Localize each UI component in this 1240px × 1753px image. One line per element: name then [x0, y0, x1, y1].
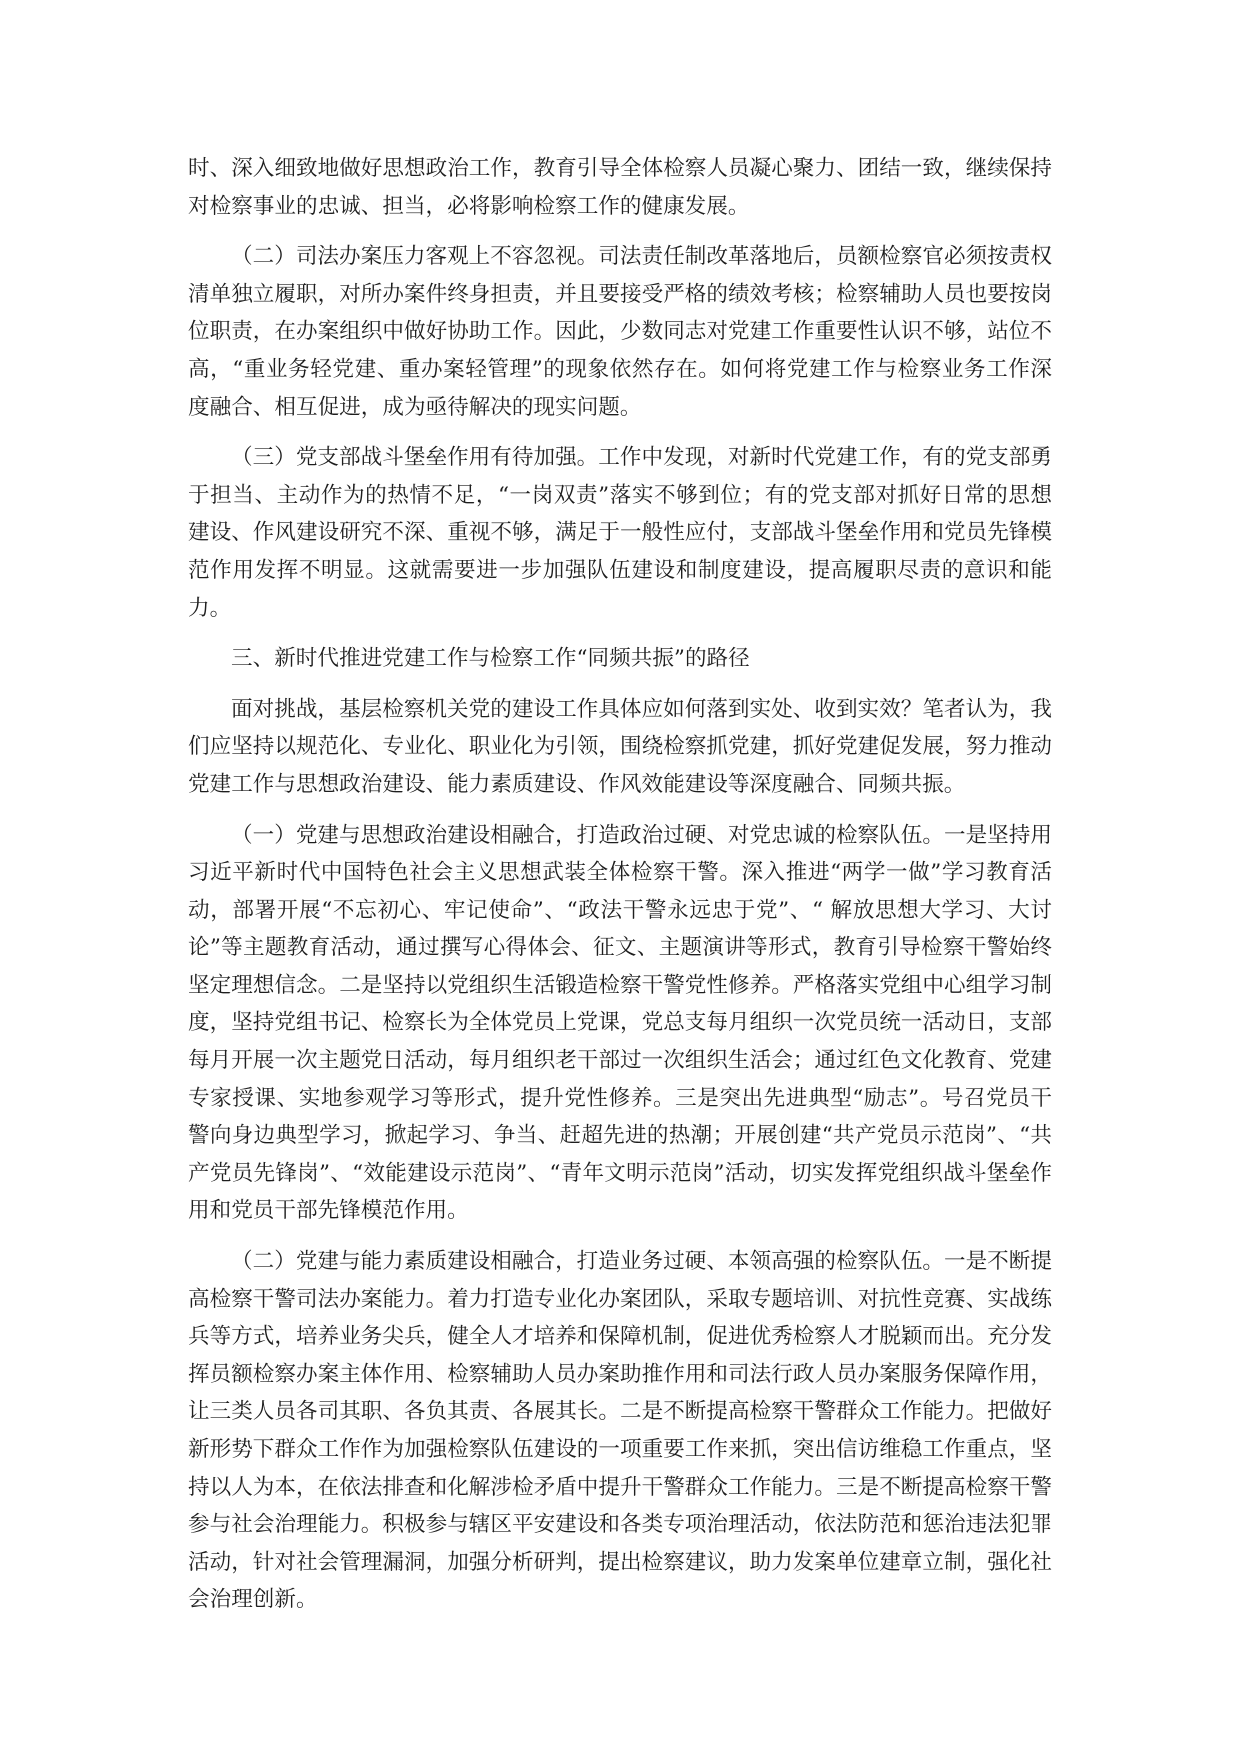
document-body [188, 150, 1052, 1632]
paragraph-judicial-pressure: （二）司法办案压力客观上不容忽视。司法责任制改革落地后，员额检察官必须按责权清单独立履职，对所办案件终身担责，并且要接受严格的绩效考核；检察辅助人员也要按岗位职责，在办案组织中做好协助工作。因此，少数同志对党建工作重要性认识不够，站位不高，“重业务轻党建、重办案轻管理”的现象依然存在。如何将党建工作与检察业务工作深度融合、相互促进，成为亟待解决的现实问题。 [188, 244, 1052, 420]
paragraph-facing-challenges: 面对挑战，基层检察机关党的建设工作具体应如何落到实处、收到实效？笔者认为，我们应坚持以规范化、专业化、职业化为引领，围绕检察抓党建，抓好党建促发展，努力推动党建工作与思想政治建设、能力素质建设、作风效能建设等深度融合、同频共振。 [188, 696, 1052, 797]
paragraph-party-branch: （三）党支部战斗堡垒作用有待加强。工作中发现，对新时代党建工作，有的党支部勇于担当、主动作为的热情不足，“一岗双责”落实不够到位；有的党支部对抓好日常的思想建设、作风建设研究不深、重视不够，满足于一般性应付，支部战斗堡垒作用和党员先锋模范作用发挥不明显。这就需要进一步加强队伍建设和制度建设，提高履职尽责的意识和能力。 [188, 445, 1052, 621]
paragraph-continuation: 时、深入细致地做好思想政治工作，教育引导全体检察人员凝心聚力、团结一致，继续保持对检察事业的忠诚、担当，必将影响检察工作的健康发展。 [188, 156, 1052, 219]
paragraph-ideological-integration: （一）党建与思想政治建设相融合，打造政治过硬、对党忠诚的检察队伍。一是坚持用习近平新时代中国特色社会主义思想武装全体检察干警。深入推进“两学一做”学习教育活动，部署开展“不忘初心、牢记使命”、“政法干警永远忠于党”、“ 解放思想大学习、大讨论”等主题教育活动，通过撰写心得体会、征文、主题演讲等形式，教育引导检察干警始终坚定理想信念。二是坚持以党组织生活锻造检察干警党性修养。严格落实党组中心组学习制度，坚持党组书记、检察长为全体党员上党课，党总支每月组织一次党员统一活动日，支部每月开展一次主题党日活动，每月组织老干部过一次组织生活会；通过红色文化教育、党建专家授课、实地参观学习等形式，提升党性修养。三是突出先进典型“励志”。号召党员干警向身边典型学习，掀起学习、争当、赶超先进的热潮；开展创建“共产党员示范岗”、“共产党员先锋岗”、“效能建设示范岗”、“青年文明示范岗”活动，切实发挥党组织战斗堡垒作用和党员干部先锋模范作用。 [188, 822, 1052, 1224]
paragraph-capability-integration: （二）党建与能力素质建设相融合，打造业务过硬、本领高强的检察队伍。一是不断提高检察干警司法办案能力。着力打造专业化办案团队，采取专题培训、对抗性竞赛、实战练兵等方式，培养业务尖兵，健全人才培养和保障机制，促进优秀检察人才脱颖而出。充分发挥员额检察办案主体作用、检察辅助人员办案助推作用和司法行政人员办案服务保障作用，让三类人员各司其职、各负其责、各展其长。二是不断提高检察干警群众工作能力。把做好新形势下群众工作作为加强检察队伍建设的一项重要工作来抓，突出信访维稳工作重点，坚持以人为本，在依法排查和化解涉检矛盾中提升干警群众工作能力。三是不断提高检察干警参与社会治理能力。积极参与辖区平安建设和各类专项治理活动，依法防范和惩治违法犯罪活动，针对社会管理漏洞，加强分析研判，提出检察建议，助力发案单位建章立制，强化社会治理创新。 [188, 1249, 1052, 1613]
section-heading-3: 三、新时代推进党建工作与检察工作“同频共振”的路径 [231, 646, 750, 672]
